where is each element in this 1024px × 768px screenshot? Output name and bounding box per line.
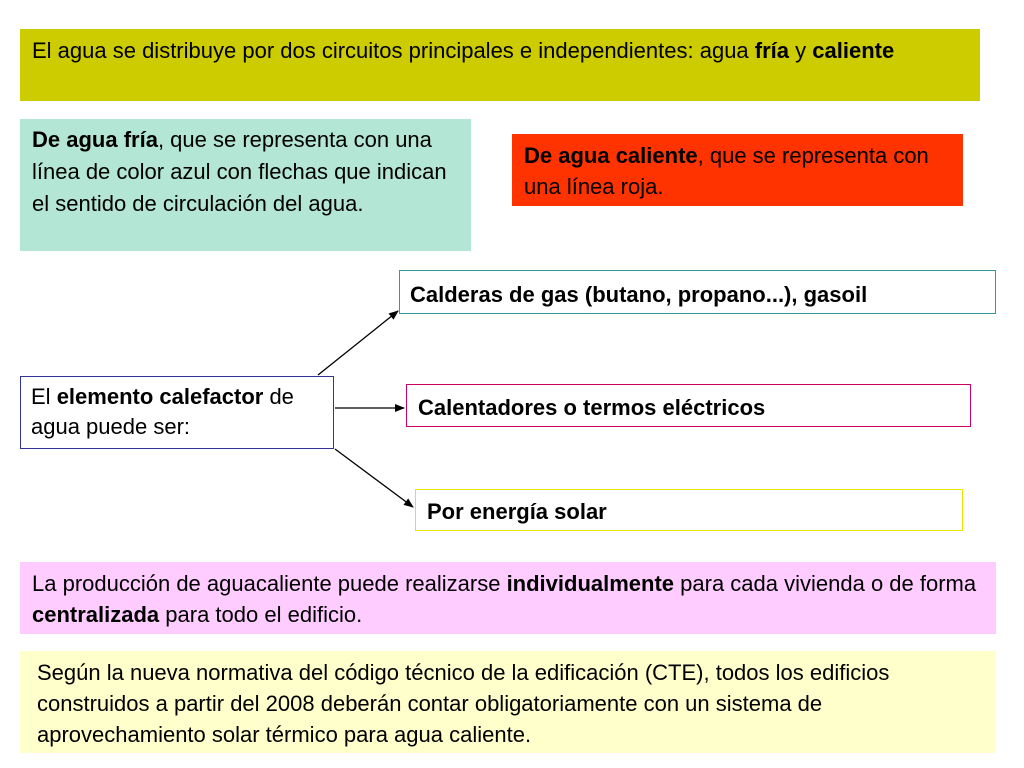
production-text-3: para todo el edificio. — [159, 602, 363, 627]
production-bold-centralized: centralizada — [32, 602, 160, 627]
hot-water-text: , que se representa con una línea roja. — [524, 143, 929, 199]
title-bold-caliente: caliente — [812, 38, 895, 63]
title-bold-fria: fría — [754, 38, 790, 63]
cold-water-heading: De agua fría — [32, 127, 158, 152]
option-boilers-box: Calderas de gas (butano, propano...), gasoil — [399, 270, 996, 314]
option-electric-box: Calentadores o termos eléctricos — [406, 384, 971, 427]
heater-text-1: El — [31, 384, 57, 409]
option-solar-box: Por energía solar — [415, 489, 963, 531]
production-text-2: para cada vivienda o de forma — [674, 571, 977, 596]
title-text-2: y — [789, 38, 813, 63]
production-box — [20, 562, 996, 634]
heater-bold: elemento calefactor — [56, 384, 264, 409]
heater-text-2: de agua puede ser: — [31, 384, 294, 439]
production-text-1: La producción de aguacaliente puede realizarse — [32, 571, 507, 596]
cold-water-text: , que se representa con una línea de color azul con flechas que indican el sentido de circulación del agua. — [32, 127, 447, 216]
regulation-box: Según la nueva normativa del código técnico de la edificación (CTE), todos los edificios construidos a partir del 2008 deberán contar obligatoriamente con un sistema de aprovechamiento solar térmico para agua caliente. — [20, 651, 996, 753]
hot-water-heading: De agua caliente — [524, 143, 698, 168]
production-bold-individual: individualmente — [506, 571, 675, 596]
title-text-1: El agua se distribuye por dos circuitos principales e independientes: agua — [32, 38, 755, 63]
arrow-to-boilers — [318, 311, 398, 375]
arrow-to-solar — [335, 449, 413, 507]
